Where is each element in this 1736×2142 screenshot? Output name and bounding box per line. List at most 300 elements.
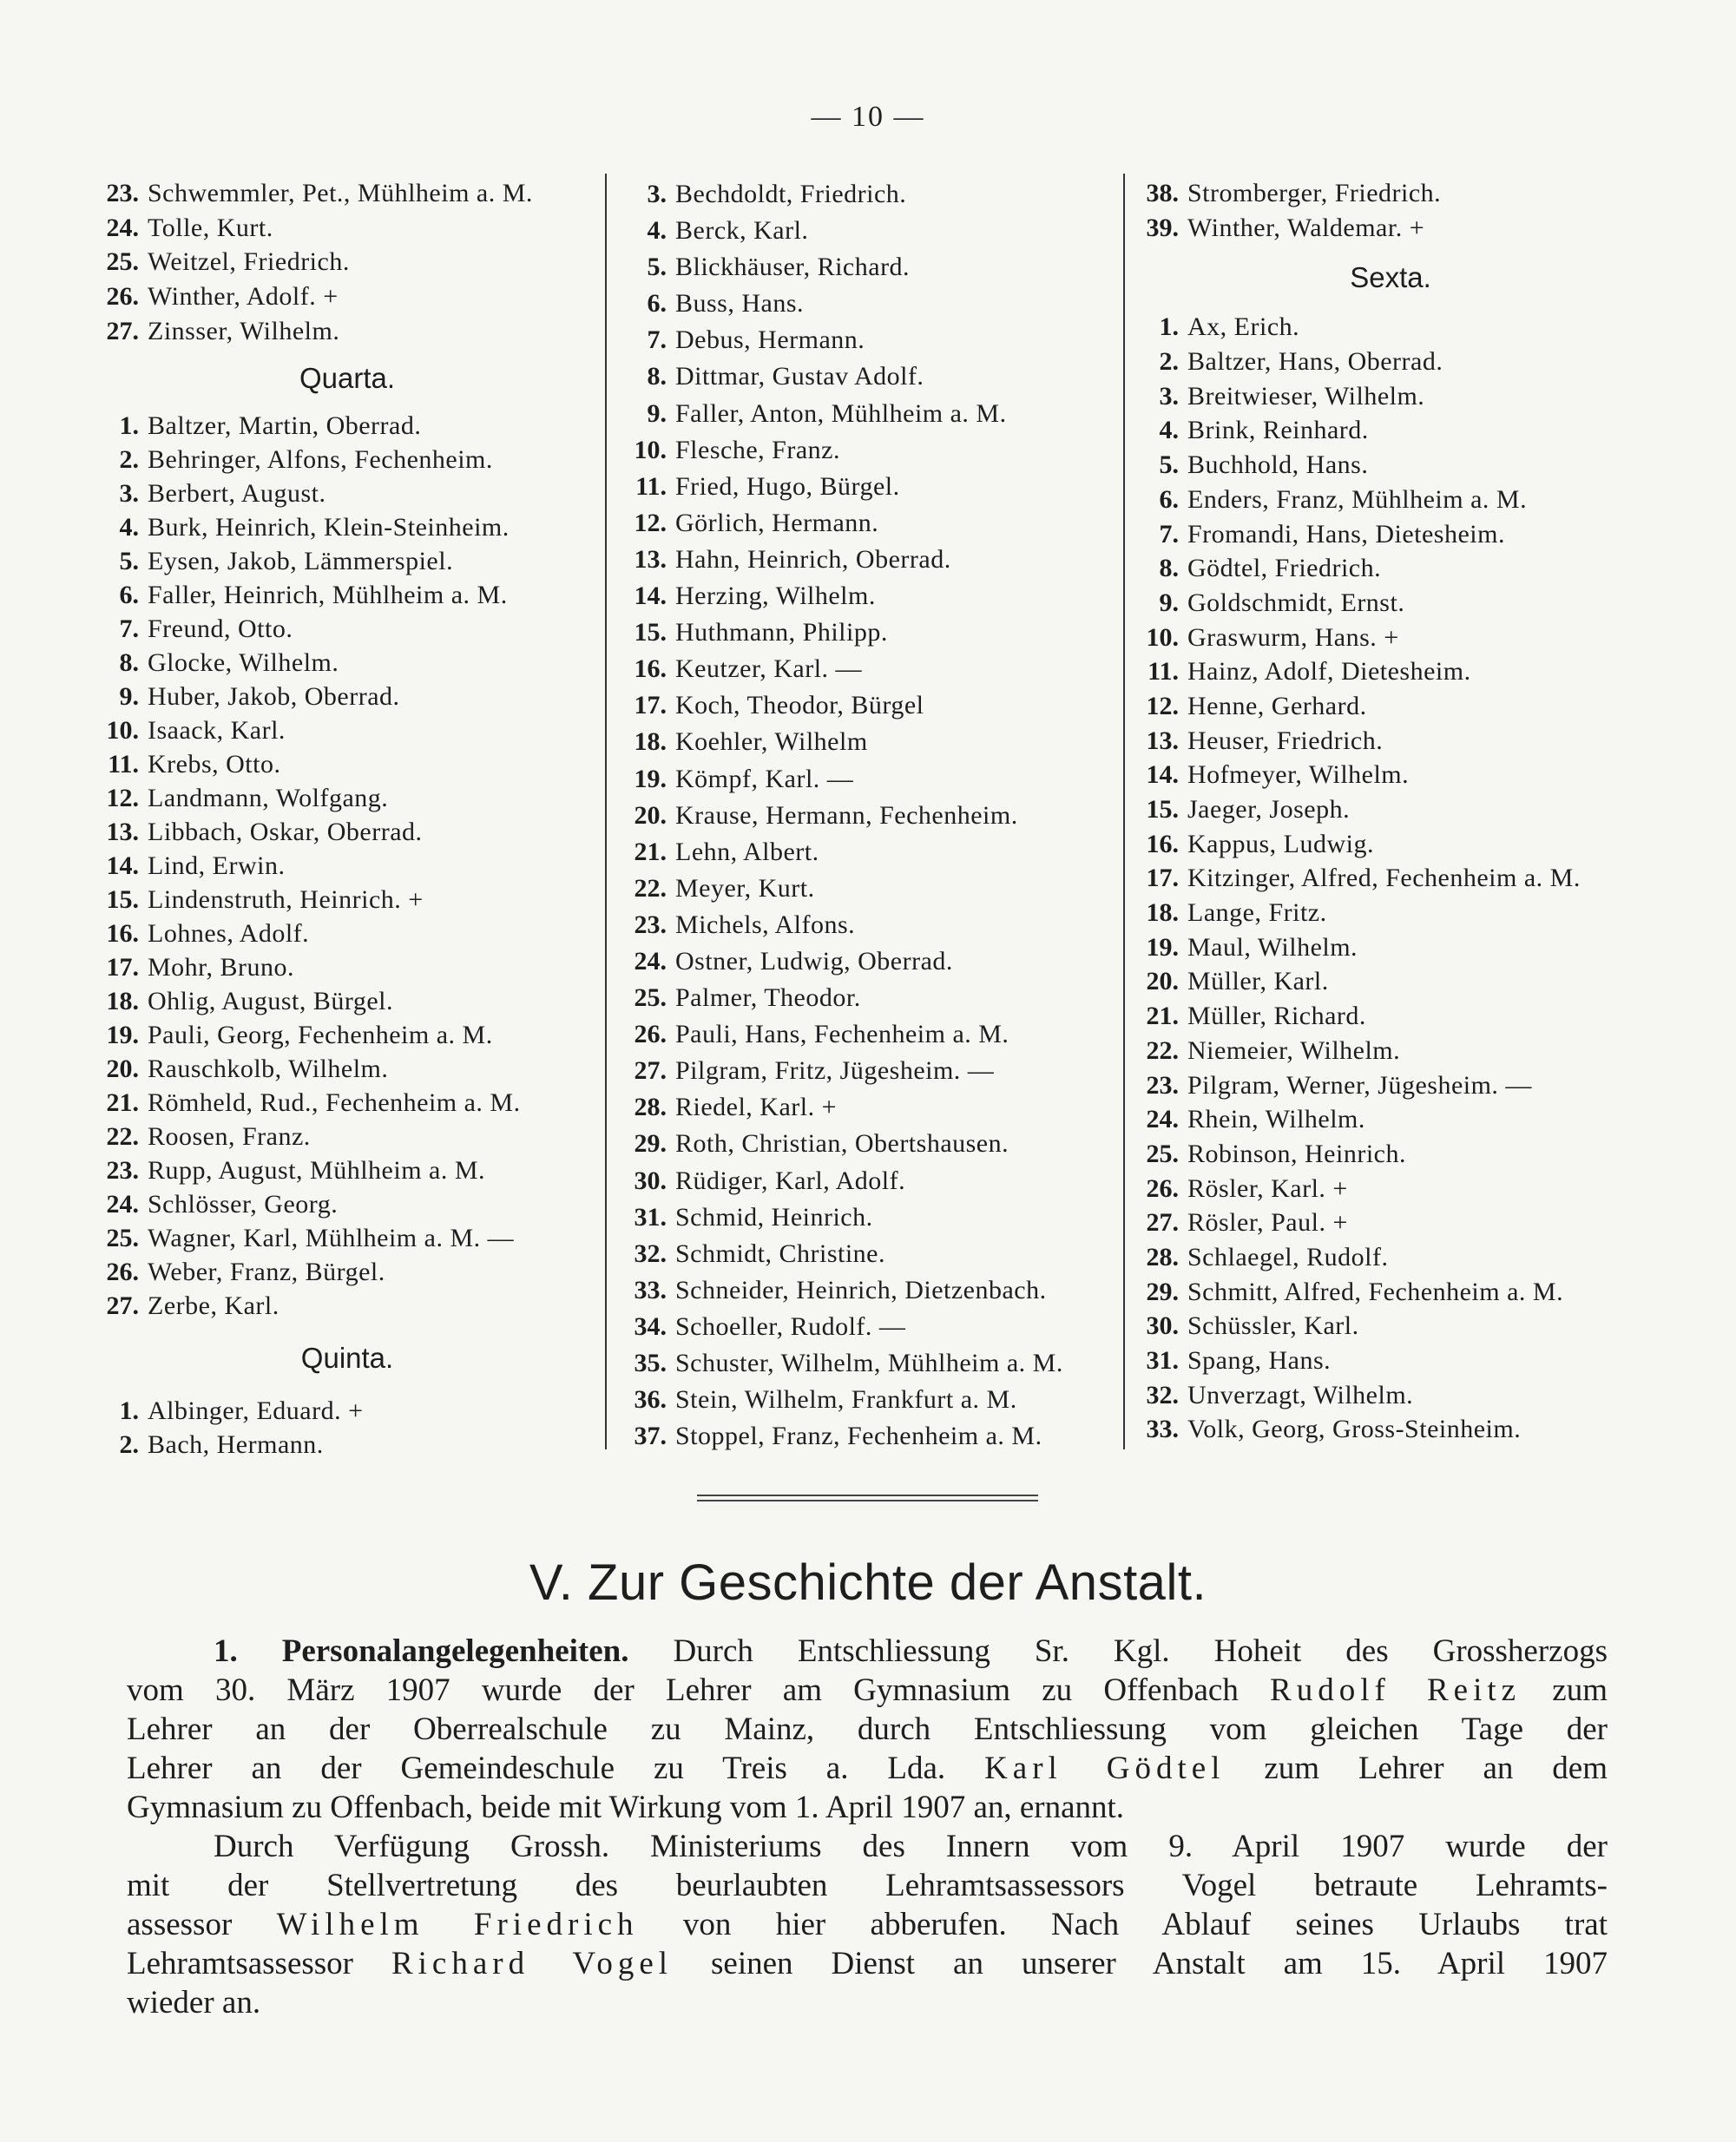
item-number: 15.: [106, 885, 139, 915]
list-item: [95, 409, 599, 443]
item-number: 25.: [634, 983, 667, 1013]
item-number: 12.: [634, 508, 667, 537]
item-number: 29.: [634, 1129, 667, 1159]
list-item: [618, 542, 1117, 578]
item-number: 26.: [106, 1258, 139, 1287]
list-item: [95, 245, 599, 279]
list-item: [618, 396, 1117, 432]
list-item: [618, 469, 1117, 505]
section-title: V. Zur Geschichte der Anstalt.: [529, 1554, 1207, 1611]
list-item: [618, 249, 1117, 286]
student-name: Fried, Hugo, Bürgel.: [675, 471, 900, 501]
student-name: Mohr, Bruno.: [148, 953, 294, 982]
list-item: [1130, 1344, 1651, 1378]
list-item: [1130, 654, 1651, 689]
student-name: Krause, Hermann, Fechenheim.: [675, 800, 1018, 830]
student-name: Libbach, Oskar, Oberrad.: [148, 818, 423, 847]
text-segment: Gymnasium zu Offenbach, beide mit Wirkung vom 1. April 1907 an, ernannt.: [127, 1790, 1125, 1825]
item-number: 16.: [1146, 829, 1179, 858]
list-item: [1130, 1206, 1651, 1240]
student-name: Stoppel, Franz, Fechenheim a. M.: [675, 1422, 1042, 1451]
text-segment: Durch Verfügung Grossh. Ministeriums des Innern vom 9. April 1907 wurde der: [214, 1829, 1608, 1864]
item-number: 22.: [1146, 1035, 1179, 1065]
student-name: Baltzer, Hans, Oberrad.: [1187, 347, 1443, 377]
student-name: Ohlig, August, Bürgel.: [148, 987, 393, 1016]
student-name: Albinger, Eduard. +: [148, 1396, 364, 1426]
list-item: [95, 476, 599, 510]
list-item: [1130, 1240, 1651, 1275]
list-item: [618, 1016, 1117, 1053]
list-item: [618, 1053, 1117, 1089]
student-name: Lind, Erwin.: [148, 851, 286, 881]
item-number: 32.: [634, 1239, 667, 1268]
class-heading: Quarta.: [299, 362, 396, 395]
item-number: 21.: [106, 1088, 139, 1118]
item-number: 23.: [106, 179, 139, 207]
list-item: [618, 1163, 1117, 1199]
item-number: 38.: [1146, 179, 1179, 207]
student-name: Rösler, Paul. +: [1187, 1208, 1348, 1238]
student-name: Wagner, Karl, Mühlheim a. M. —: [148, 1224, 515, 1253]
student-list-column-1: [95, 176, 599, 1462]
list-item: [618, 358, 1117, 395]
student-name: Schoeller, Rudolf. —: [675, 1311, 906, 1341]
list-item: [618, 1309, 1117, 1345]
list-item: [95, 917, 599, 950]
list-item: [95, 1289, 599, 1323]
student-name: Weitzel, Friedrich.: [148, 247, 350, 277]
student-name: Stein, Wilhelm, Frankfurt a. M.: [675, 1385, 1017, 1415]
item-number: 10.: [634, 435, 667, 464]
item-number: 28.: [634, 1093, 667, 1122]
item-number: 25.: [106, 1224, 139, 1253]
student-name: Berck, Karl.: [675, 216, 809, 246]
item-number: 11.: [1147, 657, 1179, 687]
list-item: [618, 213, 1117, 249]
student-name: Breitwieser, Wilhelm.: [1187, 381, 1425, 411]
list-item: [1130, 861, 1651, 896]
item-number: 18.: [1146, 898, 1179, 928]
item-number: 26.: [1146, 1173, 1179, 1203]
list-item: [1130, 551, 1651, 586]
list-item: [95, 680, 599, 713]
item-number: 36.: [634, 1385, 667, 1415]
student-name: Spang, Hans.: [1187, 1346, 1332, 1375]
list-item: [618, 871, 1117, 907]
item-number: 33.: [634, 1275, 667, 1304]
item-number: 24.: [106, 213, 139, 242]
item-number: 17.: [1146, 864, 1179, 893]
student-name: Pauli, Hans, Fechenheim a. M.: [675, 1020, 1009, 1049]
item-number: 3.: [647, 180, 667, 208]
student-name: Meyer, Kurt.: [675, 873, 815, 903]
student-name: Schneider, Heinrich, Dietzenbach.: [675, 1275, 1047, 1304]
item-number: 4.: [119, 513, 139, 542]
paragraph-line: [127, 1749, 1608, 1788]
student-name: Graswurm, Hans. +: [1187, 622, 1399, 652]
list-item: [95, 612, 599, 646]
list-item: [618, 1199, 1117, 1236]
student-name: Heuser, Friedrich.: [1187, 726, 1384, 755]
list-item: [95, 815, 599, 849]
item-number: 6.: [647, 289, 667, 319]
list-item: [95, 950, 599, 984]
spaced-person-name: Karl Gödtel: [984, 1751, 1226, 1786]
student-name: Berbert, August.: [148, 479, 326, 509]
item-number: 16.: [106, 919, 139, 949]
student-name: Roth, Christian, Obertshausen.: [675, 1129, 1009, 1159]
item-number: 8.: [1159, 554, 1179, 583]
item-number: 19.: [634, 764, 667, 793]
list-item: [95, 883, 599, 917]
student-name: Palmer, Theodor.: [675, 983, 861, 1013]
list-item: [618, 724, 1117, 760]
student-name: Rhein, Wilhelm.: [1187, 1105, 1365, 1134]
item-number: 18.: [106, 987, 139, 1016]
list-item: [1130, 413, 1651, 448]
student-name: Debus, Hermann.: [675, 325, 865, 355]
list-item: [1130, 827, 1651, 862]
column-divider: [1123, 174, 1125, 1449]
item-number: 4.: [647, 216, 667, 246]
item-number: 10.: [1146, 622, 1179, 652]
student-name: Koch, Theodor, Bürgel: [675, 691, 924, 720]
list-item: [95, 1086, 599, 1120]
page-number: — 10 —: [811, 101, 925, 133]
list-item: [1130, 724, 1651, 759]
student-name: Bach, Hermann.: [148, 1430, 324, 1460]
student-name: Landmann, Wolfgang.: [148, 784, 389, 813]
item-number: 29.: [1146, 1277, 1179, 1306]
item-number: 2.: [119, 1430, 139, 1460]
item-number: 9.: [1159, 588, 1179, 617]
student-name: Flesche, Franz.: [675, 435, 840, 464]
student-name: Rösler, Karl. +: [1187, 1173, 1348, 1203]
paragraph-line: [127, 1827, 1608, 1866]
item-number: 2.: [119, 445, 139, 475]
list-item: [95, 211, 599, 246]
item-number: 22.: [634, 873, 667, 903]
item-number: 27.: [106, 1291, 139, 1321]
item-number: 16.: [634, 654, 667, 684]
list-item: [1130, 211, 1651, 246]
list-item: [95, 984, 599, 1018]
paragraph-line: [127, 1983, 1608, 2022]
list-item: [1130, 1102, 1651, 1137]
student-name: Faller, Anton, Mühlheim a. M.: [675, 398, 1007, 428]
student-name: Henne, Gerhard.: [1187, 691, 1367, 720]
student-name: Schlaegel, Rudolf.: [1187, 1242, 1389, 1271]
list-item: [1130, 689, 1651, 724]
list-item: [618, 1089, 1117, 1126]
student-name: Ostner, Ludwig, Oberrad.: [675, 946, 953, 976]
student-name: Schwemmler, Pet., Mühlheim a. M.: [148, 179, 533, 207]
list-item: [1130, 999, 1651, 1034]
list-item: [1130, 586, 1651, 621]
student-name: Tolle, Kurt.: [148, 213, 273, 242]
list-item: [95, 314, 599, 349]
list-item: [95, 1394, 599, 1428]
student-name: Schuster, Wilhelm, Mühlheim a. M.: [675, 1349, 1063, 1377]
item-number: 7.: [1159, 519, 1179, 549]
student-name: Lehn, Albert.: [675, 837, 819, 866]
item-number: 30.: [634, 1166, 667, 1195]
item-number: 20.: [106, 1055, 139, 1084]
list-item: [618, 943, 1117, 980]
item-number: 35.: [634, 1349, 667, 1377]
item-number: 12.: [1146, 691, 1179, 720]
student-name: Goldschmidt, Ernst.: [1187, 588, 1405, 617]
student-list-column-2: [618, 176, 1117, 1455]
item-number: 27.: [634, 1056, 667, 1086]
student-name: Hainz, Adolf, Dietesheim.: [1187, 657, 1471, 687]
student-name: Hofmeyer, Wilhelm.: [1187, 760, 1410, 790]
student-name: Buchhold, Hans.: [1187, 450, 1369, 480]
student-name: Görlich, Hermann.: [675, 508, 879, 537]
student-name: Riedel, Karl. +: [675, 1093, 838, 1122]
class-heading: Quinta.: [300, 1342, 394, 1375]
item-number: 1.: [119, 1396, 139, 1426]
student-name: Jaeger, Joseph.: [1187, 795, 1351, 824]
student-name: Krebs, Otto.: [148, 750, 281, 779]
list-item: [618, 798, 1117, 834]
item-number: 23.: [106, 1156, 139, 1186]
item-number: 7.: [647, 325, 667, 355]
text-segment: mit der Stellvertretung des beurlaubten Lehramtsassessors Vogel betraute Lehramts-: [127, 1868, 1608, 1903]
student-name: Winther, Waldemar. +: [1187, 213, 1425, 242]
list-item: [95, 713, 599, 747]
student-name: Schüssler, Karl.: [1187, 1311, 1359, 1341]
text-segment: Lehrer an der Gemeindeschule zu Treis a. Lda.: [127, 1751, 985, 1786]
list-item: [95, 849, 599, 883]
student-name: Lindenstruth, Heinrich. +: [148, 885, 424, 915]
item-number: 24.: [106, 1190, 139, 1219]
student-name: Koehler, Wilhelm: [675, 727, 868, 757]
item-number: 20.: [634, 800, 667, 830]
item-number: 34.: [634, 1311, 667, 1341]
student-name: Eysen, Jakob, Lämmerspiel.: [148, 547, 454, 576]
list-item: [618, 432, 1117, 469]
list-item: [1130, 176, 1651, 211]
list-item: [618, 1272, 1117, 1309]
student-name: Ax, Erich.: [1187, 312, 1300, 342]
list-item: [95, 176, 599, 211]
item-number: 19.: [106, 1021, 139, 1050]
list-item: [618, 322, 1117, 358]
list-item: [1130, 483, 1651, 517]
student-name: Michels, Alfons.: [675, 910, 856, 939]
student-name: Behringer, Alfons, Fechenheim.: [148, 445, 493, 475]
item-number: 31.: [1146, 1346, 1179, 1375]
item-number: 28.: [1146, 1242, 1179, 1271]
item-number: 9.: [647, 398, 667, 428]
list-item: [618, 1382, 1117, 1418]
student-name: Lohnes, Adolf.: [148, 919, 310, 949]
item-number: 8.: [647, 362, 667, 391]
list-item: [1130, 930, 1651, 965]
student-name: Winther, Adolf. +: [148, 282, 339, 312]
item-number: 11.: [108, 750, 139, 779]
list-item: [618, 1126, 1117, 1162]
spaced-person-name: Rudolf Reitz: [1270, 1672, 1522, 1708]
item-number: 24.: [634, 946, 667, 976]
student-name: Gödtel, Friedrich.: [1187, 554, 1382, 583]
student-name: Schmid, Heinrich.: [675, 1202, 873, 1232]
item-number: 5.: [119, 547, 139, 576]
item-number: 23.: [634, 910, 667, 939]
list-item: [618, 1236, 1117, 1272]
item-number: 9.: [119, 682, 139, 712]
paragraph-line: [127, 1671, 1608, 1710]
item-number: 6.: [119, 581, 139, 610]
student-name: Isaack, Karl.: [148, 716, 286, 746]
student-name: Glocke, Wilhelm.: [148, 648, 339, 678]
list-item: [1130, 964, 1651, 999]
list-item: [618, 505, 1117, 542]
text-segment: assessor: [127, 1907, 277, 1942]
item-number: 26.: [634, 1020, 667, 1049]
item-number: 1.: [119, 411, 139, 441]
list-item: [1130, 310, 1651, 345]
list-item: [1130, 1172, 1651, 1206]
list-item: [95, 1153, 599, 1187]
student-name: Müller, Richard.: [1187, 1002, 1366, 1031]
item-number: 18.: [634, 727, 667, 757]
column-divider: [605, 174, 607, 1449]
student-name: Niemeier, Wilhelm.: [1187, 1035, 1401, 1065]
list-item: [95, 510, 599, 544]
student-name: Kitzinger, Alfred, Fechenheim a. M.: [1187, 864, 1581, 893]
text-segment: von hier abberufen. Nach Ablauf seines Urlaubs trat: [638, 1907, 1608, 1942]
student-name: Herzing, Wilhelm.: [675, 581, 876, 611]
student-name: Brink, Reinhard.: [1187, 416, 1369, 445]
text-segment: Lehramtsassessor: [127, 1946, 391, 1981]
text-segment: seinen Dienst an unserer Anstalt am 15. April 1907: [673, 1946, 1608, 1981]
student-name: Kömpf, Karl. —: [675, 764, 854, 793]
list-item: [95, 1221, 599, 1255]
student-name: Römheld, Rud., Fechenheim a. M.: [148, 1088, 521, 1118]
list-item: [95, 1018, 599, 1052]
double-rule-top: [697, 1495, 1038, 1496]
list-item: [618, 761, 1117, 798]
item-number: 32.: [1146, 1380, 1179, 1409]
list-item: [1130, 792, 1651, 827]
text-segment: Lehrer an der Oberrealschule zu Mainz, durch Entschliessung vom gleichen Tage der: [127, 1712, 1608, 1747]
student-name: Faller, Heinrich, Mühlheim a. M.: [148, 581, 508, 610]
item-number: 12.: [106, 784, 139, 813]
history-paragraph: [127, 1632, 1608, 2022]
item-number: 7.: [119, 614, 139, 644]
item-number: 1.: [1159, 312, 1179, 342]
student-name: Maul, Wilhelm.: [1187, 932, 1358, 962]
item-number: 17.: [634, 691, 667, 720]
item-number: 20.: [1146, 967, 1179, 996]
item-number: 14.: [1146, 760, 1179, 790]
student-name: Enders, Franz, Mühlheim a. M.: [1187, 484, 1528, 514]
list-item: [618, 907, 1117, 943]
list-item: [95, 1120, 599, 1153]
class-heading: Sexta.: [1350, 260, 1431, 293]
student-name: Kappus, Ludwig.: [1187, 829, 1374, 858]
student-name: Dittmar, Gustav Adolf.: [675, 362, 924, 391]
list-item: [95, 578, 599, 612]
student-name: Robinson, Heinrich.: [1187, 1139, 1406, 1168]
text-segment: vom 30. März 1907 wurde der Lehrer am Gymnasium zu Offenbach: [127, 1672, 1271, 1708]
text-segment: Durch Entschliessung Sr. Kgl. Hoheit des Grossherzogs: [628, 1633, 1608, 1669]
item-number: 17.: [106, 953, 139, 982]
list-item: [618, 834, 1117, 871]
item-number: 23.: [1146, 1070, 1179, 1100]
student-name: Buss, Hans.: [675, 289, 805, 319]
item-number: 2.: [1159, 347, 1179, 377]
student-list-column-3: [1130, 176, 1651, 1447]
list-item: [1130, 1275, 1651, 1310]
student-name: Hahn, Heinrich, Oberrad.: [675, 544, 951, 574]
text-segment: zum Lehrer an dem: [1225, 1751, 1608, 1786]
student-name: Burk, Heinrich, Klein-Steinheim.: [148, 513, 510, 542]
spaced-person-name: Wilhelm Friedrich: [276, 1907, 639, 1942]
item-number: 25.: [106, 247, 139, 277]
list-item: [1130, 896, 1651, 930]
item-number: 3.: [119, 479, 139, 509]
list-item: [1130, 517, 1651, 552]
list-item: [95, 747, 599, 781]
list-item: [618, 578, 1117, 614]
list-item: [95, 1187, 599, 1221]
student-name: Volk, Georg, Gross-Steinheim.: [1187, 1415, 1522, 1444]
list-item: [1130, 345, 1651, 379]
student-name: Huthmann, Philipp.: [675, 618, 888, 647]
list-item: [1130, 1309, 1651, 1344]
student-name: Rauschkolb, Wilhelm.: [148, 1055, 389, 1084]
paragraph-line: [127, 1944, 1608, 1983]
subsection-heading: 1. Personalangelegenheiten.: [214, 1633, 629, 1669]
list-item: [618, 651, 1117, 687]
student-name: Schlösser, Georg.: [148, 1190, 339, 1219]
list-item: [95, 1428, 599, 1462]
item-number: 30.: [1146, 1311, 1179, 1341]
student-name: Rüdiger, Karl, Adolf.: [675, 1166, 906, 1195]
student-name: Bechdoldt, Friedrich.: [675, 180, 907, 208]
item-number: 4.: [1159, 416, 1179, 445]
student-name: Freund, Otto.: [148, 614, 293, 644]
list-item: [1130, 379, 1651, 414]
student-name: Rupp, August, Mühlheim a. M.: [148, 1156, 486, 1186]
item-number: 27.: [1146, 1208, 1179, 1238]
list-item: [1130, 1378, 1651, 1413]
item-number: 5.: [1159, 450, 1179, 480]
student-name: Schmitt, Alfred, Fechenheim a. M.: [1187, 1277, 1564, 1306]
paragraph-line: [127, 1905, 1608, 1944]
list-item: [618, 614, 1117, 651]
text-segment: wieder an.: [127, 1985, 261, 2020]
list-item: [95, 646, 599, 680]
student-name: Keutzer, Karl. —: [675, 654, 863, 684]
list-item: [618, 1345, 1117, 1382]
list-item: [1130, 758, 1651, 792]
student-name: Blickhäuser, Richard.: [675, 253, 911, 282]
item-number: 15.: [1146, 795, 1179, 824]
item-number: 27.: [106, 316, 139, 345]
student-name: Müller, Karl.: [1187, 967, 1329, 996]
paragraph-line: [127, 1788, 1608, 1827]
item-number: 8.: [119, 648, 139, 678]
student-name: Unverzagt, Wilhelm.: [1187, 1380, 1414, 1409]
list-item: [618, 980, 1117, 1016]
list-item: [618, 1418, 1117, 1455]
list-item: [618, 176, 1117, 213]
list-item: [1130, 1412, 1651, 1447]
